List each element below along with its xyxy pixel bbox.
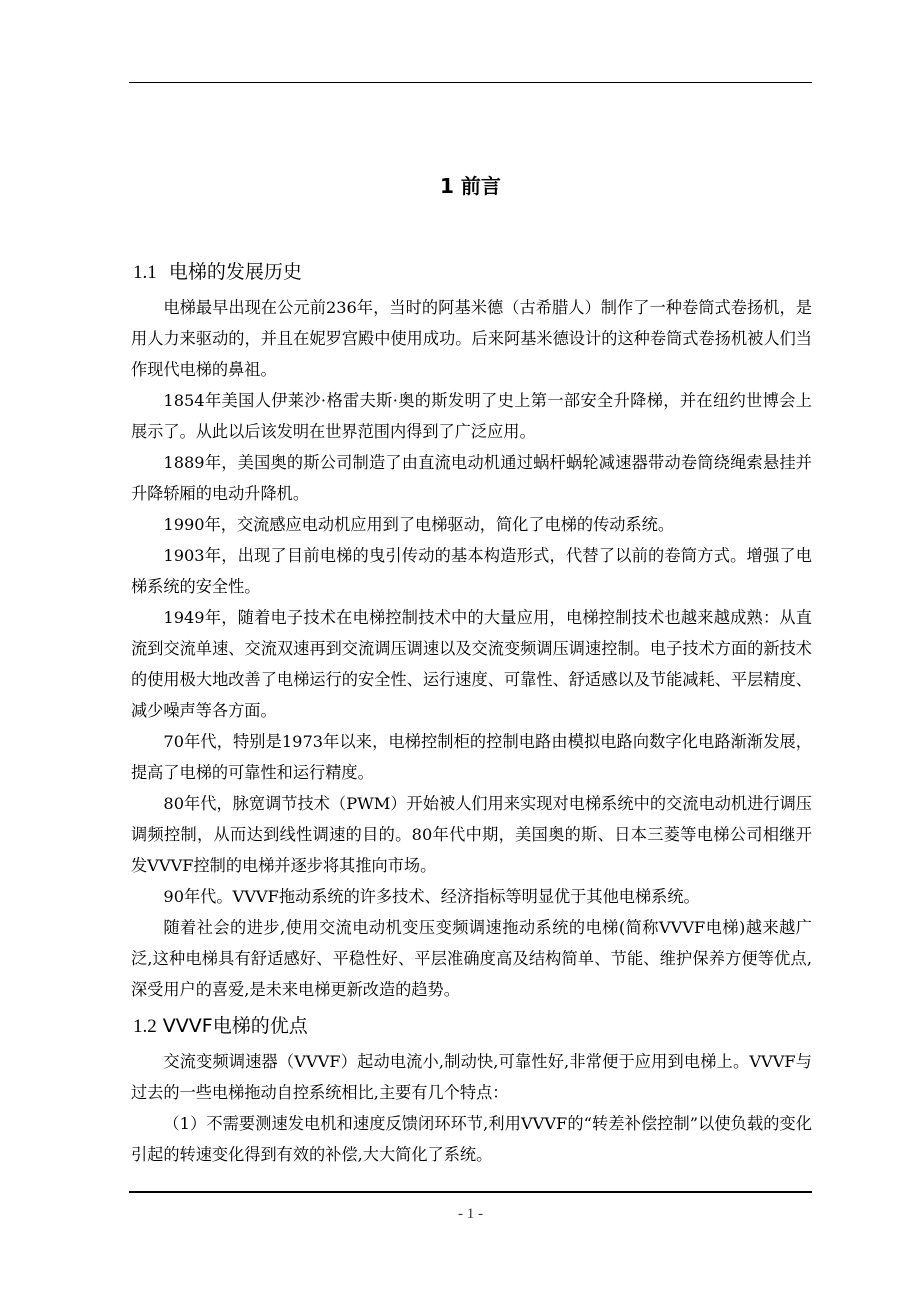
- paragraph: 1949年，随着电子技术在电梯控制技术中的大量应用，电梯控制技术也越来越成熟：从直流到交流单速、交流双速再到交流调压调速以及交流变频调压调速控制。电子技术方面的新技术的使用极大地改善了电梯运行的安全性、运行速度、可靠性、舒适感以及节能减耗、平层精度、减少噪声等各方面。: [131, 608, 812, 720]
- chapter-title: 1 前言: [440, 174, 501, 198]
- paragraph: 1990年，交流感应电动机应用到了电梯驱动，简化了电梯的传动系统。: [163, 515, 675, 534]
- paragraph: 随着社会的进步,使用交流电动机变压变频调速拖动系统的电梯(简称VVVF电梯)越来越广泛,这种电梯具有舒适感好、平稳性好、平层准确度高及结构简单、节能、维护保养方便等优点,深受用户的喜爱,是未来电梯更新改造的趋势。: [131, 918, 812, 999]
- section-title: [133, 1011, 308, 1042]
- paragraph: 70年代，特别是1973年以来，电梯控制柜的控制电路由模拟电路向数字化电路渐渐发展，提高了电梯的可靠性和运行精度。: [131, 732, 812, 782]
- section-title: [133, 257, 302, 288]
- paragraph: 1903年，出现了目前电梯的曳引传动的基本构造形式，代替了以前的卷筒方式。增强了电梯系统的安全性。: [131, 546, 812, 596]
- section-heading-text: 电梯的发展历史: [168, 261, 302, 283]
- paragraph: 90年代。VVVF拖动系统的许多技术、经济指标等明显优于其他电梯系统。: [163, 887, 700, 906]
- section-number: 1.1: [133, 262, 157, 283]
- paragraph: 电梯最早出现在公元前236年，当时的阿基米德（古希腊人）制作了一种卷筒式卷扬机，是用人力来驱动的，并且在妮罗宫殿中使用成功。后来阿基米德设计的这种卷筒式卷扬机被人们当作现代电梯的鼻祖。: [131, 298, 812, 379]
- paragraph: 1889年，美国奥的斯公司制造了由直流电动机通过蜗杆蜗轮减速器带动卷筒绕绳索悬挂并升降轿厢的电动升降机。: [131, 453, 812, 503]
- paragraph: 80年代，脉宽调节技术（PWM）开始被人们用来实现对电梯系统中的交流电动机进行调压调频控制，从而达到线性调速的目的。80年代中期，美国奥的斯、日本三菱等电梯公司相继开发VVVF控制的电梯并逐步将其推向市场。: [131, 794, 812, 875]
- section-heading-text: VVVF电梯的优点: [162, 1015, 308, 1037]
- paragraph: 1854年美国人伊莱沙·格雷夫斯·奥的斯发明了史上第一部安全升降梯，并在纽约世博会上展示了。从此以后该发明在世界范围内得到了广泛应用。: [131, 391, 812, 441]
- paragraph: 交流变频调速器（VVVF）起动电流小,制动快,可靠性好,非常便于应用到电梯上。VVVF与过去的一些电梯拖动自控系统相比,主要有几个特点：: [131, 1052, 812, 1102]
- page-number: - 1 -: [458, 1206, 483, 1222]
- section-number: 1.2: [133, 1016, 157, 1037]
- footer-rule: [129, 1191, 812, 1193]
- paragraph: （1）不需要测速发电机和速度反馈闭环环节,利用VVVF的“转差补偿控制”以使负载的变化引起的转速变化得到有效的补偿,大大简化了系统。: [131, 1114, 812, 1164]
- header-rule: [129, 82, 812, 83]
